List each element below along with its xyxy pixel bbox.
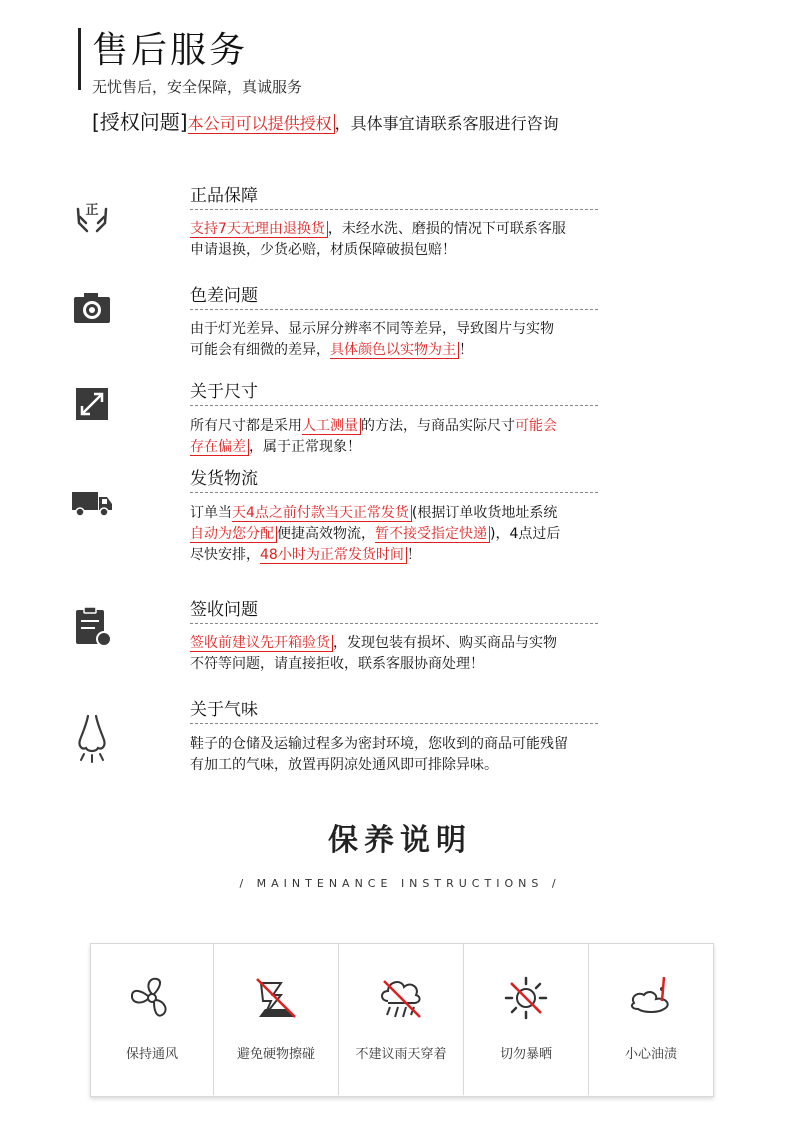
section-body-color	[190, 319, 610, 361]
highlight-text: 具体颜色以实物为主	[330, 342, 459, 359]
no-sun-icon	[501, 973, 551, 1023]
body-text: ，未经水洗、磨损的情况下可联系客服	[327, 221, 566, 237]
section-title-size: 关于尺寸	[190, 382, 258, 402]
section-title-receipt: 签收问题	[190, 600, 258, 620]
body-text: ，属于正常现象！	[249, 439, 361, 455]
highlight-text: 可能会	[515, 418, 557, 434]
care-label: 保持通风	[125, 1047, 178, 1062]
care-label: 切勿暴晒	[499, 1047, 552, 1062]
body-text: 可能会有细微的差异，	[190, 342, 330, 358]
section-body-shipping	[190, 503, 610, 566]
section-body-receipt	[190, 633, 610, 675]
section-title-genuine: 正品保障	[190, 186, 258, 206]
body-text: 不符等问题，请直接拒收，联系客服协商处理！	[190, 656, 484, 672]
section-body-odor	[190, 734, 610, 776]
highlight-text: 签收前建议先开箱验货	[190, 635, 333, 652]
section-divider	[190, 405, 598, 406]
section-divider	[190, 209, 598, 210]
no-hard-objects-icon	[251, 973, 301, 1023]
camera-icon	[70, 287, 114, 331]
section-title-color: 色差问题	[190, 286, 258, 306]
page-title: 售后服务	[92, 30, 249, 71]
highlight-text: 存在偏差	[190, 439, 249, 456]
care-item-ventilation	[90, 943, 214, 1095]
body-text: ，发现包装有损坏、购买商品与实物	[333, 635, 557, 651]
oil-stain-icon	[626, 973, 676, 1023]
authorization-highlight: 本公司可以提供授权	[188, 114, 335, 134]
care-label: 不建议雨天穿着	[355, 1047, 447, 1062]
resize-icon	[70, 382, 114, 426]
section-body-genuine	[190, 219, 610, 261]
body-text: 申请退换，少货必赔，材质保障破损包赔！	[190, 242, 456, 258]
body-text: ！	[406, 547, 421, 563]
section-divider	[190, 623, 598, 624]
section-title-odor: 关于气味	[190, 700, 258, 720]
highlight-text: 暂不接受指定快递	[375, 526, 490, 543]
care-label: 避免硬物擦碰	[236, 1047, 315, 1062]
body-text: (根据订单收货地址系统	[411, 505, 558, 521]
highlight-text: 48小时为正常发货时间	[260, 547, 407, 564]
highlight-text: 自动为您分配	[190, 526, 277, 543]
body-text: 有加工的气味，放置再阴凉处通风即可排除异味。	[190, 757, 498, 773]
body-text: 尽快安排，	[190, 547, 260, 563]
highlight-text: 天4点之前付款当天正常发货	[232, 505, 412, 522]
fan-icon	[127, 973, 177, 1023]
authorization-note	[92, 106, 559, 135]
body-text: ！	[459, 342, 473, 358]
authorization-tag: [授权问题]	[92, 110, 188, 134]
body-text: 所有尺寸都是采用	[190, 418, 302, 434]
section-divider	[190, 723, 598, 724]
care-subtitle: / MAINTENANCE INSTRUCTIONS /	[239, 877, 561, 890]
care-item-rain	[339, 943, 463, 1095]
body-text: 鞋子的仓储及运输过程多为密封环境，您收到的商品可能残留	[190, 736, 568, 752]
no-rain-icon	[376, 973, 426, 1023]
clipboard-icon	[70, 604, 114, 648]
truck-icon	[70, 480, 114, 524]
care-title: 保养说明	[328, 823, 472, 858]
svg-text:正: 正	[85, 203, 99, 218]
care-item-sun	[464, 943, 588, 1095]
body-text: 便捷高效物流，	[277, 526, 375, 542]
care-item-oil	[589, 943, 713, 1095]
page-subtitle: 无忧售后，安全保障，真诚服务	[92, 78, 303, 96]
genuine-hands-icon	[70, 195, 114, 239]
body-text: 的方法，与商品实际尺寸	[361, 418, 515, 434]
body-text: 订单当	[190, 505, 232, 521]
section-title-shipping: 发货物流	[190, 469, 258, 489]
body-text: 由于灯光差异、显示屏分辨率不同等差异，导致图片与实物	[190, 321, 554, 337]
authorization-text: ，具体事宜请联系客服进行咨询	[334, 114, 559, 133]
section-divider	[190, 492, 598, 493]
nose-icon	[70, 712, 114, 764]
highlight-text: 支持7天无理由退换货	[190, 221, 328, 238]
title-accent-bar	[78, 28, 81, 90]
highlight-text: 人工测量	[302, 418, 361, 435]
care-label: 小心油渍	[624, 1047, 677, 1062]
body-text: )，4点过后	[490, 526, 561, 542]
section-body-size	[190, 416, 610, 458]
care-item-hard-objects	[214, 943, 338, 1095]
section-divider	[190, 309, 598, 310]
